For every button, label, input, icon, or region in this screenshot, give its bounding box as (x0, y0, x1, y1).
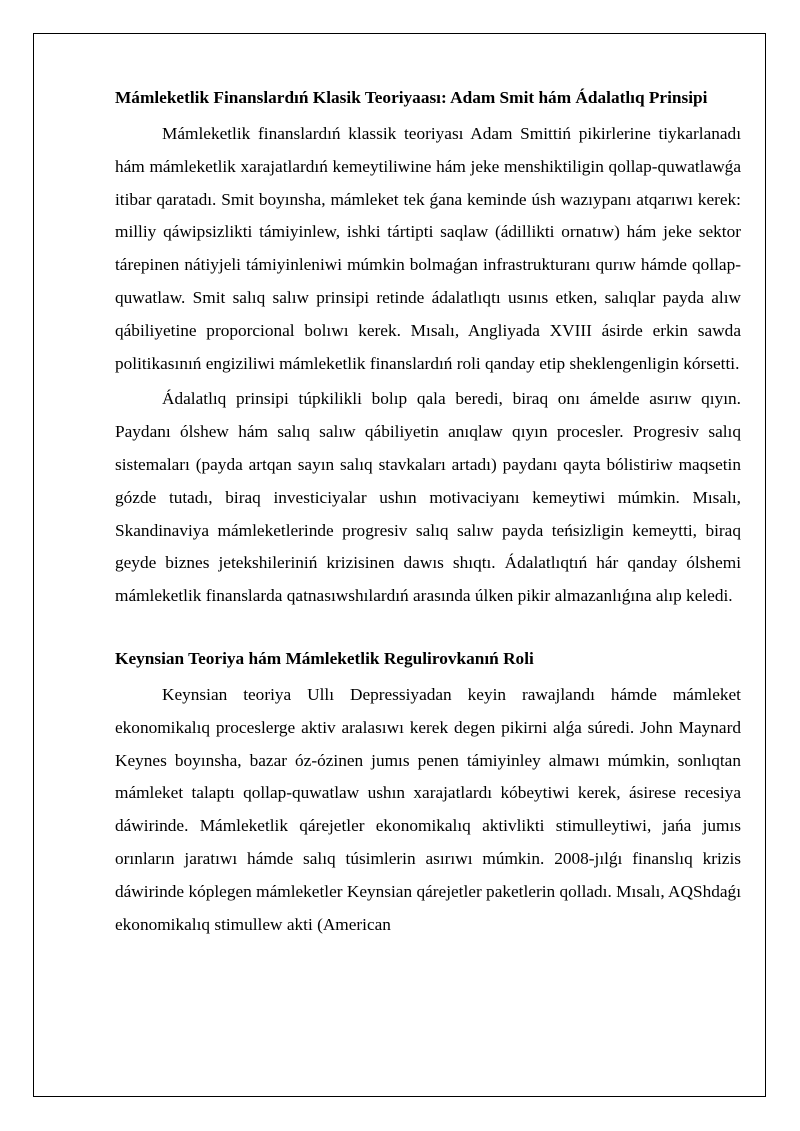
document-body (115, 86, 741, 944)
paragraph-keynesian-theory: Keynsian teoriya Ullı Depressiyadan keyin rawajlandı hámde mámleket ekonomikalıq proceslerge aktiv aralasıwı kerek degen pikirni alǵa súredi. John Maynard Keynes boyınsha, bazar óz-ózinen jumıs penen támiyinley almawı múmkin, sonlıqtan mámleket talaptı qollap-quwatlaw ushın xarajatlardı kóbeytiwi kerek, ásirese recesiya dáwirinde. Mámleketlik qárejetler ekonomikalıq aktivlikti stimulleytiwi, jańa jumıs orınların jaratıwı hámde salıq túsimlerin asırıwı múmkin. 2008-jılǵı finanslıq krizis dáwirinde kóplegen mámleketler Keynsian qárejetler paketlerin qolladı. Mısalı, AQShdaǵı ekonomikalıq stimullew akti (American (115, 684, 741, 934)
section-heading-classical-theory: Mámleketlik Finanslardıń Klasik Teoriyaası: Adam Smit hám Ádalatlıq Prinsipi (115, 88, 708, 107)
paragraph-smith-theory: Mámleketlik finanslardıń klassik teoriyası Adam Smittiń pikirlerine tiykarlanadı hám mámleketlik xarajatlardıń kemeytiliwine hám jeke menshiktiligin qollap-quwatlawǵa itibar qaratadı. Smit boyınsha, mámleket tek ǵana keminde úsh wazıypanı atqarıwı kerek: milliy qáwipsizlikti támiyinlew, ishki tártipti saqlaw (ádillikti ornatıw) hám jeke sektor tárepinen nátiyjeli támiyinleniwi múmkin bolmaǵan infrastrukturanı qurıw hámde qollap-quwatlaw. Smit salıq salıw prinsipi retinde ádalatlıqtı usınıs etken, salıqlar payda alıw qábiliyetine proporcional bolıwı kerek. Mısalı, Angliyada XVIII ásirde erkin sawda politikasınıń engiziliwi mámleketlik finanslardıń roli qanday etip sheklengenligin kórsetti. (115, 124, 741, 373)
section-heading-keynesian-theory: Keynsian Teoriya hám Mámleketlik Regulirovkanıń Roli (115, 648, 534, 668)
paragraph-fairness-principle: Ádalatlıq prinsipi túpkilikli bolıp qala beredi, biraq onı ámelde asırıw qıyın. Paydanı ólshew hám salıq salıw qábiliyetin anıqlaw qıyın procesler. Progresiv salıq sistemaları (payda artqan sayın salıq stavkaları artadı) paydanı qayta bólistiriw maqsetin gózde tutadı, biraq investiciyalar ushın motivaciyanı kemeytiwi múmkin. Mısalı, Skandinaviya mámleketlerinde progresiv salıq salıw payda teńsizligin kemeytti, biraq geyde biznes jetekshileriniń krizisinen dawıs shıqtı. Ádalatlıqtıń hár qanday ólshemi mámleketlik finanslarda qatnasıwshılardıń arasında úlken pikir almazanlıǵına alıp keledi. (115, 389, 741, 606)
